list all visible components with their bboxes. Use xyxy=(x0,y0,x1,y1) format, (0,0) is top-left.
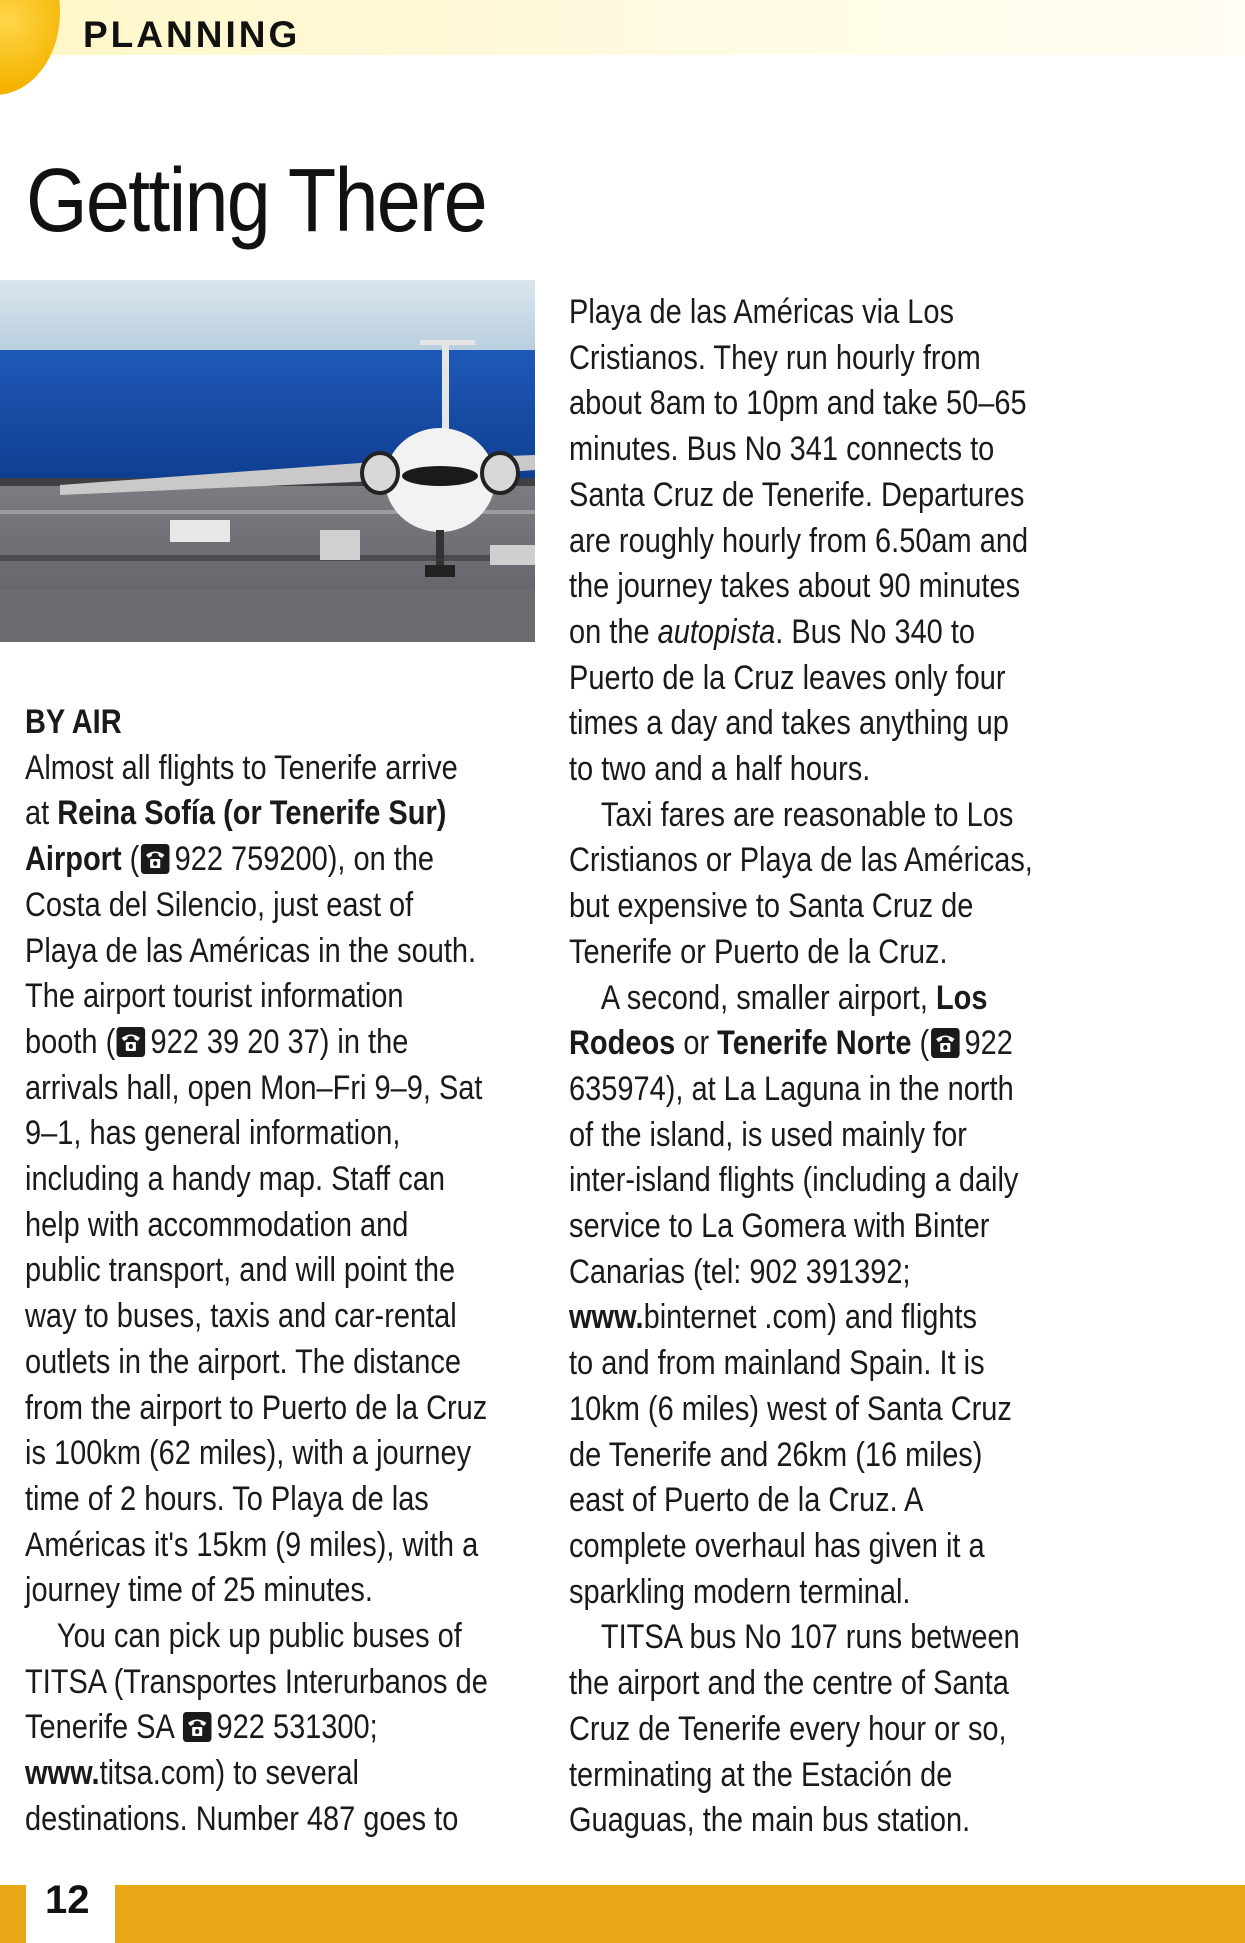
by-air-heading: BY AIR xyxy=(25,703,122,741)
text-line: on the autopista. Bus No 340 to xyxy=(569,612,976,651)
text-line: Cristianos. They run hourly from xyxy=(569,338,981,377)
text-line: Canarias (tel: 902 391392; xyxy=(569,1252,911,1291)
phone-icon xyxy=(141,844,170,874)
text-line: about 8am to 10pm and take 50–65 xyxy=(569,384,1027,423)
text-line: is 100km (62 miles), with a journey xyxy=(25,1434,472,1473)
text-line: times a day and takes anything up xyxy=(569,704,1009,743)
text-line: Guaguas, the main bus station. xyxy=(569,1801,971,1840)
sun-graphic xyxy=(0,0,60,95)
text-line: Tenerife SA 922 531300; xyxy=(25,1708,378,1747)
text-line: outlets in the airport. The distance xyxy=(25,1342,462,1381)
phone-icon xyxy=(117,1027,146,1057)
text-line: to and from mainland Spain. It is xyxy=(569,1344,985,1383)
web-link: www. xyxy=(25,1754,100,1793)
text-line: booth ( 922 39 20 37) in the xyxy=(25,1022,409,1061)
text-line: inter-island flights (including a daily xyxy=(569,1161,1019,1200)
text-line: the airport and the centre of Santa xyxy=(569,1664,1009,1703)
text-line: Tenerife or Puerto de la Cruz. xyxy=(569,932,948,971)
text-line: terminating at the Estación de xyxy=(569,1755,953,1794)
text-line: including a handy map. Staff can xyxy=(25,1160,445,1199)
text-line: public transport, and will point the xyxy=(25,1251,456,1290)
text-line: A second, smaller airport, Los xyxy=(600,978,988,1017)
text-line: Airport ( 922 759200), on the xyxy=(25,840,435,879)
text-line: Cruz de Tenerife every hour or so, xyxy=(569,1709,1007,1748)
text-line: www.titsa.com) to several xyxy=(25,1754,359,1793)
text-line: destinations. Number 487 goes to xyxy=(25,1799,459,1838)
by-air-column xyxy=(25,700,488,1843)
text-line: to two and a half hours. xyxy=(569,750,871,789)
section-label: PLANNING xyxy=(83,14,301,55)
text-line: arrivals hall, open Mon–Fri 9–9, Sat xyxy=(25,1068,483,1107)
text-line: minutes. Bus No 341 connects to xyxy=(569,430,995,469)
text-line: Playa de las Américas in the south. xyxy=(25,931,477,970)
text-line: from the airport to Puerto de la Cruz xyxy=(25,1388,488,1427)
text-line: 9–1, has general information, xyxy=(25,1114,401,1153)
text-line: Rodeos or Tenerife Norte ( 922 xyxy=(569,1024,1013,1063)
phone-icon xyxy=(183,1712,212,1742)
text-line: The airport tourist information xyxy=(25,977,404,1016)
text-line: of the island, is used mainly for xyxy=(569,1115,967,1154)
text-line: are roughly hourly from 6.50am and xyxy=(569,521,1029,560)
web-link: www. xyxy=(569,1298,644,1337)
text-line: de Tenerife and 26km (16 miles) xyxy=(569,1435,983,1474)
text-line: complete overhaul has given it a xyxy=(569,1526,985,1565)
right-column xyxy=(569,290,1033,1844)
text-line: 635974), at La Laguna in the north xyxy=(569,1069,1014,1108)
text-line: Playa de las Américas via Los xyxy=(569,293,954,331)
text-line: way to buses, taxis and car-rental xyxy=(25,1297,457,1336)
text-line: You can pick up public buses of xyxy=(56,1617,462,1656)
text-line: help with accommodation and xyxy=(25,1205,409,1244)
text-line: Taxi fares are reasonable to Los xyxy=(600,795,1014,834)
page-title: Getting There xyxy=(26,151,486,251)
footer-accent xyxy=(0,1885,26,1943)
text-line: the journey takes about 90 minutes xyxy=(569,567,1021,606)
airport-name: Reina Sofía (or Tenerife Sur) xyxy=(57,794,447,833)
text-line: 10km (6 miles) west of Santa Cruz xyxy=(569,1389,1012,1428)
footer-bar xyxy=(115,1885,1245,1943)
text-line: time of 2 hours. To Playa de las xyxy=(25,1479,429,1518)
text-line: Almost all flights to Tenerife arrive xyxy=(25,748,458,787)
text-line: but expensive to Santa Cruz de xyxy=(569,887,974,926)
text-line: TITSA bus No 107 runs between xyxy=(600,1618,1020,1657)
text-line: TITSA (Transportes Interurbanos de xyxy=(25,1662,488,1701)
text-line: Costa del Silencio, just east of xyxy=(25,885,414,924)
text-line: east of Puerto de la Cruz. A xyxy=(569,1481,924,1520)
phone-icon xyxy=(931,1028,960,1058)
text-line: Cristianos or Playa de las Américas, xyxy=(569,841,1033,880)
text-line: service to La Gomera with Binter xyxy=(569,1207,990,1246)
text-line: www.binternet .com) and flights xyxy=(569,1298,978,1337)
page-number: 12 xyxy=(45,1878,90,1922)
text-line: Puerto de la Cruz leaves only four xyxy=(569,658,1006,697)
text-line: at Reina Sofía (or Tenerife Sur) xyxy=(25,794,447,833)
text-line: sparkling modern terminal. xyxy=(569,1572,911,1611)
text-line: Santa Cruz de Tenerife. Departures xyxy=(569,475,1025,514)
airplane-photo xyxy=(0,280,535,642)
text-line: Américas it's 15km (9 miles), with a xyxy=(25,1525,479,1564)
text-line: journey time of 25 minutes. xyxy=(25,1571,373,1610)
